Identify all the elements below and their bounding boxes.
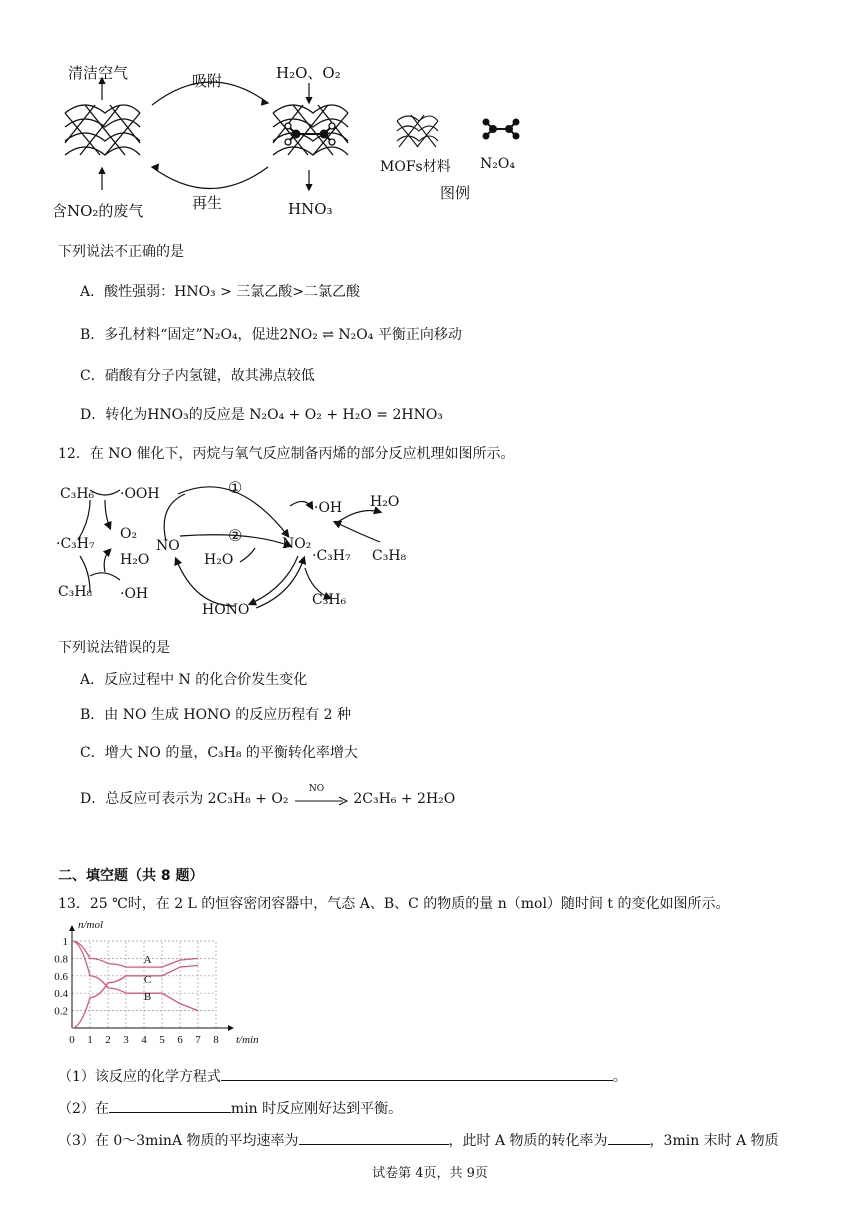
q11-option-b: B．多孔材料“固定”N₂O₄，促进2NO₂ ⇌ N₂O₄ 平衡正向移动 [80,327,462,343]
x-tick-label: 8 [213,1034,219,1046]
y-axis-label: n/mol [78,919,104,931]
mech-no2: NO₂ [282,536,312,552]
x-tick-label: 4 [141,1034,147,1046]
q12-option-c: C．增大 NO 的量，C₃H₈ 的平衡转化率增大 [80,745,358,761]
legend-mofs-label: MOFs材料 [380,159,451,175]
catalyst-arrow [293,784,349,806]
regen-arrow [152,167,268,189]
mech-h2o-mid: H₂O [204,552,234,568]
answer-blank-time[interactable] [109,1098,231,1113]
x-axis-arrow [228,1025,234,1031]
mech-h2o-left: H₂O [120,552,150,568]
legend-n2o4-label: N₂O₄ [480,156,515,172]
q13-sub1-text: （1）该反应的化学方程式 [58,1069,221,1085]
y-tick-label: 0.8 [54,953,68,966]
q13-sub2 [58,1098,402,1118]
catalyst-label: NO [308,784,325,794]
q13-sub1 [58,1066,627,1086]
mech-c3h7-left: ·C₃H₇ [56,536,95,552]
y-axis-arrow [69,925,75,931]
n-vs-t-chart [56,918,266,1058]
hno3-label: HNO₃ [288,200,333,218]
mofs-mesh-right [273,105,348,155]
x-tick-label: 6 [177,1034,183,1046]
q11-option-d: D．转化为HNO₃的反应是 N₂O₄ + O₂ + H₂O = 2HNO₃ [80,407,443,423]
q12-stem: 下列说法错误的是 [58,640,170,656]
mech-no: NO [156,538,180,554]
y-tick-label: 0.4 [54,988,68,1001]
series-line-C [72,965,198,1028]
legend-mofs-icon [397,115,438,147]
q12-title: 12．在 NO 催化下，丙烷与氧气反应制备丙烯的部分反应机理如图所示。 [58,446,515,462]
legend-title: 图例 [440,184,471,202]
y-tick-label: 0.2 [54,1005,68,1018]
clean-air-label: 清洁空气 [68,64,129,82]
q13-sub2-text-b: min 时反应刚好达到平衡。 [230,1101,403,1117]
page-footer: 试卷第 4页，共 9页 [372,1166,488,1181]
mech-o2: O₂ [120,526,138,542]
mech-hono: HONO [202,602,250,618]
mech-h2o-right: H₂O [370,494,400,510]
mech-c3h7-right: ·C₃H₇ [312,548,351,564]
section-title: 二、填空题（共 8 题） [58,868,204,884]
mech-oh-right: ·OH [314,500,343,516]
q13-sub3-text-b: ，此时 A 物质的转化率为 [448,1133,608,1149]
x-tick-label: 0 [69,1034,75,1046]
q12-option-d-rhs: 2C₃H₆ + 2H₂O [353,791,456,807]
series-label-B: B [143,991,152,1004]
q12-option-a: A．反应过程中 N 的化合价发生变化 [80,672,308,688]
mech-c3h8-right: C₃H₈ [372,548,407,564]
series-line-A [72,941,198,967]
answer-blank-conversion[interactable] [608,1130,650,1145]
x-tick-label: 5 [159,1034,165,1046]
q11-option-c: C．硝酸有分子内氢键，故其沸点较低 [80,368,315,384]
waste-gas-label: 含NO₂的废气 [52,202,144,220]
q13-sub3-text-a: （3）在 0～3minA 物质的平均速率为 [58,1133,299,1149]
y-tick-label: 1 [62,936,68,948]
q11-option-a: A．酸性强弱：HNO₃ > 三氯乙酸>二氯乙酸 [80,284,361,300]
mech-c3h6-bottom: C₃H₆ [312,592,347,608]
q12-option-d [80,784,456,808]
answer-blank-rate[interactable] [299,1130,449,1145]
no2-to-hono-arrow [250,556,298,604]
x-tick-label: 3 [123,1034,129,1046]
x-axis-label: t/min [236,1034,259,1046]
ooh-oh-arrow [290,501,312,508]
q13-sub3 [58,1130,779,1150]
q13-sub1-end: 。 [612,1069,627,1085]
x-tick-label: 7 [195,1034,201,1046]
y-tick-label: 0.6 [54,970,68,983]
x-tick-label: 1 [87,1034,93,1046]
regen-label: 再生 [192,194,223,212]
mech-c3h8-left: C₃H₈ [58,584,93,600]
answer-blank-equation[interactable] [221,1066,613,1081]
mech-ooh: ·OOH [120,486,160,502]
mech-c3h6-top: C₃H₆ [60,486,95,502]
mech-oh-left: ·OH [120,586,149,602]
mech-circle-2: ② [228,526,243,545]
legend-n2o4-icon [484,120,519,139]
mofs-mesh-left [65,105,140,155]
cycle-left-arc [164,494,185,541]
q12-option-d-lhs: D．总反应可表示为 2C₃H₈ + O₂ [80,791,289,807]
h2o-o2-label: H₂O、O₂ [276,64,341,82]
series-label-A: A [143,953,152,966]
x-tick-label: 2 [105,1034,111,1046]
adsorb-label: 吸附 [192,72,223,90]
q13-sub2-text-a: （2）在 [58,1101,109,1117]
q13-title: 13．25 ℃时，在 2 L 的恒容密闭容器中，气态 A、B、C 的物质的量 n（mol）随时间 t 的变化如图所示。 [58,896,730,912]
mech-circle-1: ① [228,478,243,497]
q13-sub3-text-c: ，3min 末时 A 物质 [649,1133,779,1149]
series-label-C: C [143,973,152,986]
q11-stem: 下列说法不正确的是 [58,244,184,260]
q12-option-b: B．由 NO 生成 HONO 的反应历程有 2 种 [80,707,352,723]
reaction-arrow [293,794,349,808]
